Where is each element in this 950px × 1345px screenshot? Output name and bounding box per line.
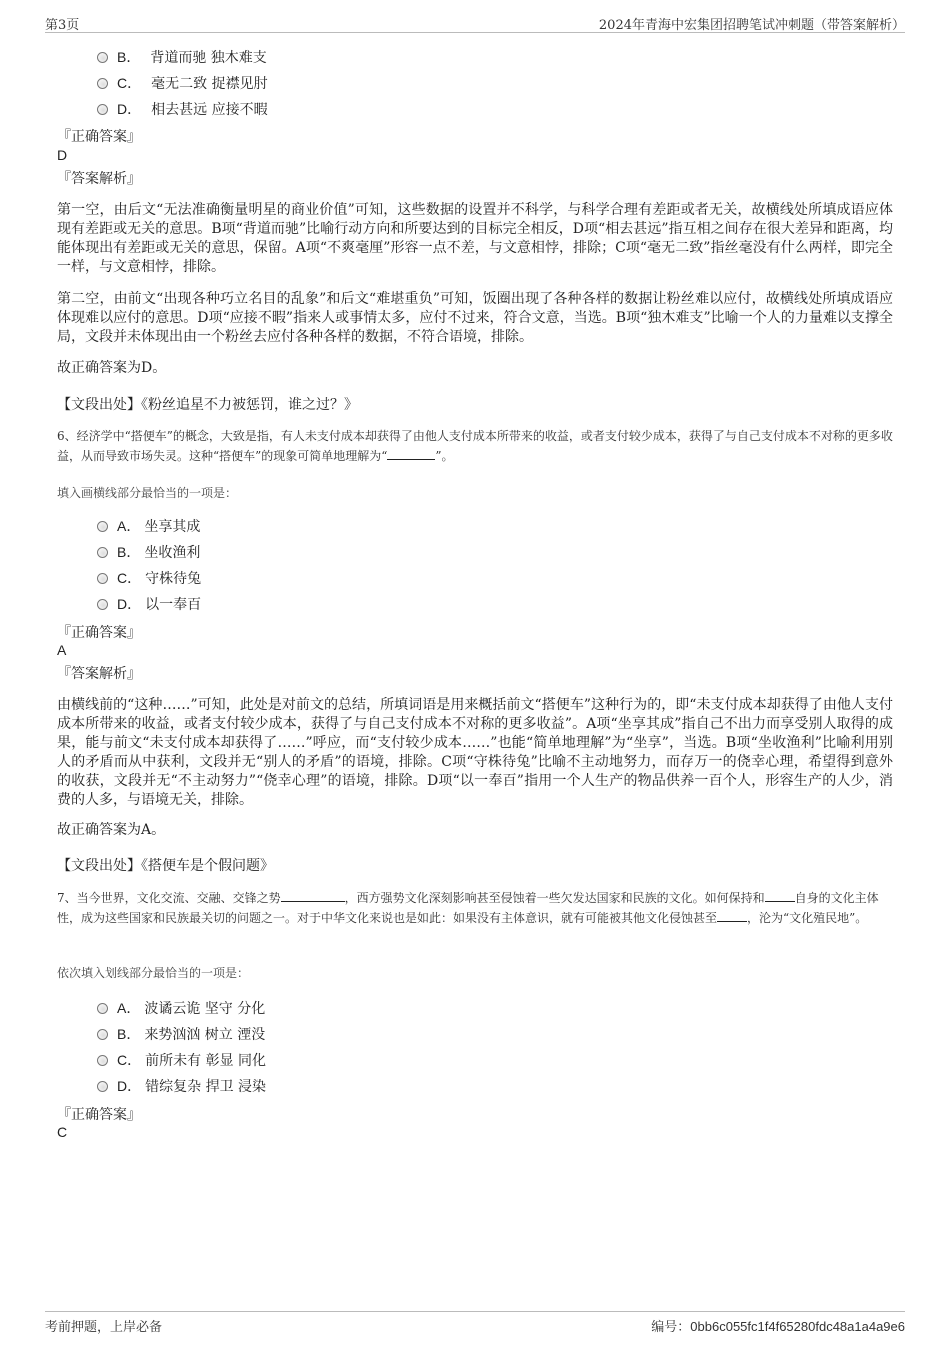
q7-option-c[interactable]: C． 前所未有 彰显 同化 (97, 1051, 266, 1069)
q5-analysis-para-1: 第一空，由后文“无法准确衡量明星的商业价值”可知，这些数据的设置并不科学，与科学合理有差距或者无关，故横线处所填成语应体现有差距或无关的意思。B项“背道而驰”比喻行动方向和所要达到的目标完全相反，D项“相去甚远”指互相之间存在很大差异和距离，均能体现出有差距或无关的意思，保留。A项“不爽毫厘”形容一点不差，与文意相悖，排除；C项“毫无二致”指丝毫没有什么两样，即完全一样，与文意相悖，排除。 (57, 202, 893, 275)
page-footer (45, 1311, 905, 1334)
q6-option-a[interactable]: A． 坐享其成 (97, 517, 200, 535)
radio-icon[interactable] (97, 1003, 108, 1014)
q5-conclusion: 故正确答案为D。 (57, 360, 167, 376)
q6-answer: A (57, 642, 67, 658)
q5-option-c[interactable]: C． 毫无二致 捉襟见肘 (97, 74, 268, 92)
q5-option-b[interactable]: B． 背道而驰 独木难支 (97, 48, 267, 66)
q5-analysis-label: 『答案解析』 (57, 171, 141, 187)
q5-answer: D (57, 147, 68, 163)
q6-analysis-label: 『答案解析』 (57, 666, 141, 682)
q6-source: 【文段出处】《搭便车是个假问题》 (57, 858, 274, 874)
radio-icon[interactable] (97, 52, 108, 63)
radio-icon[interactable] (97, 1055, 108, 1066)
radio-icon[interactable] (97, 1029, 108, 1040)
document-id: 编号：0bb6c055fc1f4f65280fdc48a1a4a9e6 (651, 1319, 905, 1334)
q6-option-b[interactable]: B． 坐收渔利 (97, 543, 200, 561)
q5-option-d[interactable]: D． 相去甚远 应接不暇 (97, 100, 268, 118)
q5-source: 【文段出处】《粉丝追星不力被惩罚，谁之过？》 (57, 397, 358, 413)
radio-icon[interactable] (97, 104, 108, 115)
q6-blank (387, 447, 435, 460)
q7-blank-1 (281, 889, 345, 902)
q6-subprompt: 填入画横线部分最恰当的一项是： (57, 486, 238, 500)
q7-blank-3 (717, 909, 747, 922)
q7-subprompt: 依次填入划线部分最恰当的一项是： (57, 966, 250, 980)
page-header (45, 12, 905, 33)
q7-answer: C (57, 1124, 68, 1140)
q5-answer-label: 『正确答案』 (57, 129, 141, 145)
q6-option-d[interactable]: D． 以一奉百 (97, 595, 201, 613)
q7-option-d[interactable]: D． 错综复杂 捍卫 浸染 (97, 1077, 266, 1095)
radio-icon[interactable] (97, 1081, 108, 1092)
radio-icon[interactable] (97, 547, 108, 558)
radio-icon[interactable] (97, 521, 108, 532)
radio-icon[interactable] (97, 78, 108, 89)
radio-icon[interactable] (97, 599, 108, 610)
footer-slogan: 考前押题，上岸必备 (45, 1320, 163, 1335)
q5-analysis-para-2: 第二空，由前文“出现各种巧立名目的乱象”和后文“难堪重负”可知，饭圈出现了各种各样的数据让粉丝难以应付，故横线处所填成语应体现难以应付的意思。D项“应接不暇”指来人或事情太多，应付不过来，符合文意，当选。B项“独木难支”比喻一个人的力量难以支撑全局，文段并未体现出由一个粉丝去应付各种各样的数据，不符合语境，排除。 (57, 291, 893, 345)
document-title: 2024年青海中宏集团招聘笔试冲刺题（带答案解析） (598, 18, 905, 33)
q6-conclusion: 故正确答案为A。 (57, 822, 166, 838)
q7-blank-2 (765, 889, 795, 902)
page-number: 第3页 (45, 18, 80, 33)
q7-option-a[interactable]: A． 波谲云诡 坚守 分化 (97, 999, 265, 1017)
q7-answer-label: 『正确答案』 (57, 1107, 141, 1123)
q7-option-b[interactable]: B． 来势汹汹 树立 湮没 (97, 1025, 265, 1043)
radio-icon[interactable] (97, 573, 108, 584)
q6-analysis-para: 由横线前的“这种……”可知，此处是对前文的总结，所填词语是用来概括前文“搭便车”这种行为的，即“未支付成本却获得了由他人支付成本所带来的收益，或者支付较少成本，获得了与自己支付成本不对称的更多收益”。A项“坐享其成”指自己不出力而享受别人取得的成果，能与前文“未支付成本却获得了……”呼应，而“支付较少成本……”也能“简单地理解”为“坐享”，当选。B项“坐收渔利”比喻利用别人的矛盾而从中获利，文段并无“别人的矛盾”的语境，排除。C项“守株待兔”比喻不主动地努力，而存万一的侥幸心理，希望得到意外的收获，文段并无“不主动努力”“侥幸心理”的语境，排除。D项“以一奉百”指用一个人生产的物品供养一百个人，形容生产的人少，消费的人多，与语境无关，排除。 (57, 697, 893, 808)
q6-answer-label: 『正确答案』 (57, 625, 141, 641)
q7-stem: 7、当今世界，文化交流、交融、交锋之势 ，西方强势文化深刻影响甚至侵蚀着一些欠发达国家和民族的文化。如何保持和 自身的文化主体性，成为这些国家和民族最关切的问题之一。对于中华文化来说也是如此：如果没有主体意识，就有可能被其他文化侵蚀甚至 ，沦为“文化殖民地”。 (57, 891, 879, 925)
q6-option-c[interactable]: C． 守株待兔 (97, 569, 201, 587)
q6-stem: 6、经济学中“搭便车”的概念，大致是指，有人未支付成本却获得了由他人支付成本所带来的收益，或者支付较少成本，获得了与自己支付成本不对称的更多收益，从而导致市场失灵。这种“搭便车”的现象可简单地理解为“ ”。 (57, 429, 893, 463)
